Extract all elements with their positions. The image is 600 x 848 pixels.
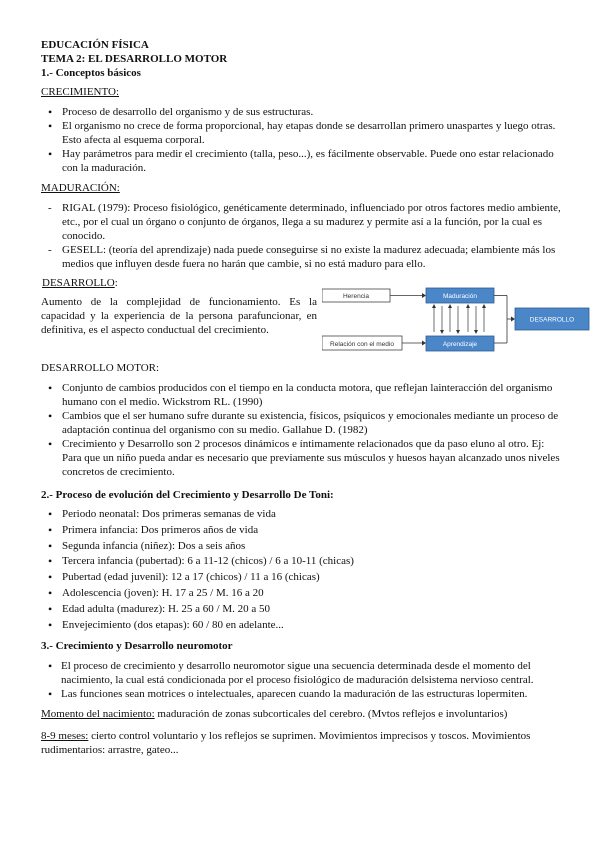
momento-nacimiento-text: maduración de zonas subcorticales del cerebro. (Mvtos reflejos e involuntarios) [154, 708, 508, 721]
maduracion-label: Maduración [443, 293, 477, 300]
section-3-heading: 3.- Crecimiento y Desarrollo neuromotor [41, 640, 233, 653]
list-item: • Hay parámetros para medir el crecimiento (talla, peso...), es fácilmente observable. Puede ono estar relacionado con la maduración. [41, 147, 561, 175]
list-item: • Envejecimiento (dos etapas): 60 / 80 en adelante... [41, 618, 561, 634]
momento-nacimiento-label: Momento del nacimiento: [41, 708, 155, 721]
maduracion-heading: MADURACIÓN: [41, 182, 120, 194]
herencia-label: Herencia [342, 293, 370, 300]
desarrollo-block [41, 293, 575, 361]
section-1-heading: 1.- Conceptos básicos [41, 67, 141, 79]
meses-label: 8-9 meses: [41, 730, 89, 743]
list-item: • El proceso de crecimiento y desarrollo neuromotor sigue una secuencia determinada desde el momento del nacimiento, la cual está condicionada por el proceso fisiológico de maduración delsistema nervioso central. [41, 659, 561, 687]
interaction-arrowheads [432, 304, 486, 334]
list-item: • Segunda infancia (niñez): Dos a seis años [41, 539, 561, 555]
meses-paragraph [41, 729, 561, 757]
subject-title: EDUCACIÓN FÍSICA [41, 39, 149, 51]
momento-nacimiento-paragraph [41, 707, 561, 721]
neuromotor-list [41, 659, 561, 701]
list-item: • Las funciones sean motrices o intelectuales, aparecen cuando la maduración de las estructuras lopermiten. [41, 687, 561, 701]
list-item: • Cambios que el ser humano sufre durante su existencia, físicos, psíquicos y emocionales mediante un proceso de adaptación continua del organismo con su medio. Gallahue D. (1982) [41, 409, 561, 437]
desarrollo-motor-heading: DESARROLLO MOTOR: [41, 362, 160, 374]
desarrollo-heading: DESARROLLO [42, 277, 115, 289]
list-item: • Edad adulta (madurez): H. 25 a 60 / M. 20 a 50 [41, 602, 561, 618]
list-item: • Tercera infancia (pubertad): 6 a 11-12 (chicos) / 6 a 10-11 (chicas) [41, 554, 561, 570]
list-item: • Proceso de desarrollo del organismo y de sus estructuras. [41, 105, 561, 119]
meses-text: cierto control voluntario y los reflejos se suprimen. Movimientos imprecisos y toscos. Movimientos rudimentarios: arrastre, gateo... [41, 730, 531, 757]
list-item: • Conjunto de cambios producidos con el tiempo en la conducta motora, que reflejan lainteracción del organismo humano con el medio. Wickstrom RL. (1990) [41, 381, 561, 409]
aprendizaje-label: Aprendizaje [442, 341, 478, 348]
desarrollo-definition: Aumento de la complejidad de funcionamiento. Es la capacidad y la experiencia de la persona parafuncionar, en definitiva, es el aspecto conductual del crecimiento. [41, 296, 317, 336]
list-item: - GESELL: (teoría del aprendizaje) nada puede conseguirse si no existe la madurez adecuada; elambiente más los medios que influyen desde fuera no harán que cambie, si no está maduro para ello. [41, 243, 561, 271]
crecimiento-heading: CRECIMIENTO: [41, 86, 120, 98]
list-item: - RIGAL (1979): Proceso fisiológico, genéticamente determinado, influenciado por otros factores medio ambiente, etc., por el cual un órgano o conjunto de órganos, llega a su madurez y permite así a la función, por la cual es conocido. [41, 201, 561, 243]
relacion-arrowhead [422, 341, 426, 346]
list-item: • Periodo neonatal: Dos primeras semanas de vida [41, 507, 561, 523]
list-item: • Primera infancia: Dos primeros años de vida [41, 523, 561, 539]
desarrollo-box-label: DESARROLLO [529, 316, 575, 324]
crecimiento-list [41, 105, 561, 175]
evolution-stages-list [41, 507, 561, 633]
herencia-arrowhead [422, 293, 426, 298]
relacion-label: Relación con el medio [330, 341, 394, 348]
desarrollo-diagram [322, 287, 592, 357]
section-2-heading: 2.- Proceso de evolución del Crecimiento y Desarrollo De Toni: [41, 489, 334, 501]
maduracion-list [41, 201, 561, 271]
desarrollo-motor-list [41, 381, 561, 479]
list-item: • Pubertad (edad juvenil): 12 a 17 (chicos) / 11 a 16 (chicas) [41, 570, 561, 586]
desarrollo-arrowhead [511, 317, 515, 322]
document-page [41, 38, 575, 757]
desarrollo-colon: : [114, 277, 118, 289]
list-item: • Adolescencia (joven): H. 17 a 25 / M. 16 a 20 [41, 586, 561, 602]
topic-title: TEMA 2: EL DESARROLLO MOTOR [41, 53, 228, 65]
interaction-arrows [434, 306, 484, 332]
list-item: • Crecimiento y Desarrollo son 2 procesos dinámicos e íntimamente relacionados que da paso eluno al otro. Ej: Para que un niño pueda andar es necesario que previamente sus músculos y huesos hayan alcanzado unos niveles concretos de crecimiento. [41, 437, 561, 479]
list-item: • El organismo no crece de forma proporcional, hay etapas donde se desarrollan primero unaspartes y luego otras. Esto afecta al esquema corporal. [41, 119, 561, 147]
